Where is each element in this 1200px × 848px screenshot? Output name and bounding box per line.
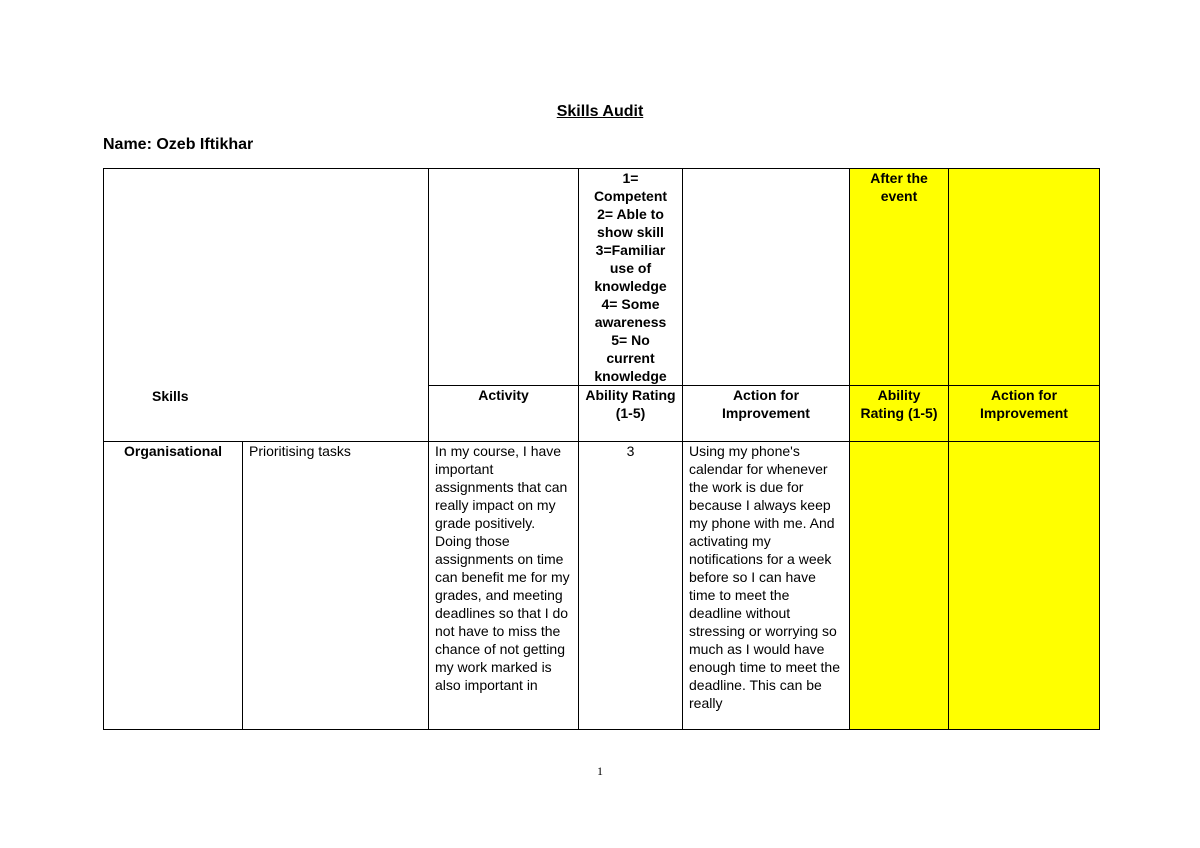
scale-line: use of: [609, 260, 652, 276]
skill-name-cell: [243, 442, 429, 730]
activity-cell: [429, 442, 579, 730]
activity-scale-empty: [429, 169, 579, 386]
action-cell: [683, 442, 850, 730]
document-title: Skills Audit: [556, 103, 644, 120]
table-row: [104, 442, 1100, 730]
skills-header-label: Skills: [152, 388, 189, 404]
header-row-scale: [104, 169, 1100, 386]
scale-line: knowledge: [594, 368, 667, 384]
scale-line: Competent: [593, 188, 668, 204]
after-event-empty: [949, 169, 1100, 386]
ability-rating-after-header: Ability Rating (1-5): [850, 386, 949, 442]
activity-text: In my course, I have important assignments that can really impact on my grade positively. Doing those assignments on time can benefit me for my grades, and meeting deadlines so that I do not have to miss the chance of not getting my work marked is also important in: [435, 443, 570, 693]
after-event-label: After the event: [870, 170, 928, 204]
action-text: Using my phone's calendar for whenever the work is due for because I always keep my phone with me. And activating my notifications for a week before so I can have time to meet the deadline without stressing or worrying so much as I would have enough time to meet the deadline. This can be really: [689, 443, 840, 711]
rating-after-cell[interactable]: [850, 442, 949, 730]
action-after-cell[interactable]: [949, 442, 1100, 730]
skills-header-cell: [104, 169, 429, 442]
scale-line: 3=Familiar: [595, 242, 666, 258]
rating-scale-cell: [579, 169, 683, 386]
scale-line: 4= Some: [601, 296, 660, 312]
scale-line: current: [606, 350, 655, 366]
rating-cell: [579, 442, 683, 730]
page-number: 1: [597, 764, 603, 778]
scale-line: awareness: [594, 314, 667, 330]
action-improvement-header: Action for Improvement: [683, 386, 850, 442]
action-improvement-after-header: Action for Improvement: [949, 386, 1100, 442]
scale-line: 2= Able to: [597, 206, 664, 222]
rating-value: 3: [626, 443, 635, 459]
after-event-cell: [850, 169, 949, 386]
skill-name: Prioritising tasks: [249, 443, 351, 459]
skill-category: Organisational: [123, 443, 223, 459]
ability-rating-header: Ability Rating (1-5): [579, 386, 683, 442]
student-name: Name: Ozeb Iftikhar: [103, 136, 254, 153]
scale-line: knowledge: [594, 278, 667, 294]
scale-line: 5= No: [611, 332, 650, 348]
scale-line: show skill: [597, 224, 664, 240]
skills-audit-table: [103, 168, 1100, 730]
skill-category-cell: [104, 442, 243, 730]
scale-line: 1=: [622, 170, 639, 186]
action-scale-empty: [683, 169, 850, 386]
activity-header: Activity: [429, 386, 579, 442]
